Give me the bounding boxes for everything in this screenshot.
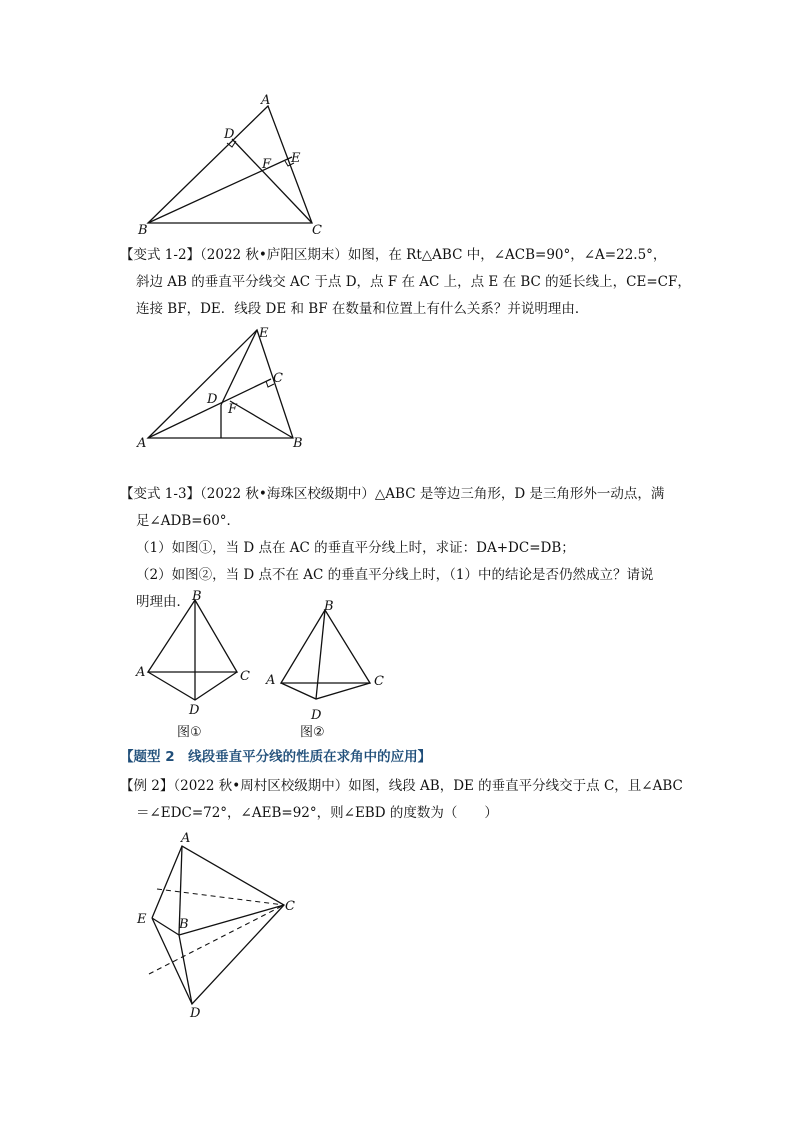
problem-1-3-line-5: 明理由．: [136, 594, 190, 610]
label-a: A: [137, 436, 147, 451]
fig1-label-b: B: [192, 589, 202, 604]
perp-bisector-ab: [157, 889, 284, 905]
fig1-segments-ad-dc: [148, 672, 237, 700]
segment-ac: [148, 379, 271, 438]
example-2-line-1: 【例 2】（2022 秋•周村区校级期中）如图，线段 AB，DE 的垂直平分线交于点 C，且∠ABC: [120, 778, 683, 794]
fig2-triangle-abc: [281, 610, 370, 683]
fig2-caption: 图②: [300, 725, 325, 740]
segment-bd: [179, 935, 192, 1004]
fig1-label-c: C: [240, 669, 250, 684]
example-2: [120, 773, 683, 827]
problem-1-3-line-1: 【变式 1-3】（2022 秋•海珠区校级期中）△ABC 是等边三角形，D 是三角形外一动点，满: [120, 486, 665, 502]
label-d: D: [190, 1006, 201, 1021]
label-b: B: [179, 917, 189, 932]
label-a: A: [181, 831, 191, 846]
example-2-line-2: ＝∠EDC=72°，∠AEB=92°，则∠EBD 的度数为（ ）: [136, 805, 498, 821]
label-a: A: [261, 93, 271, 108]
problem-1-2-line-1: 【变式 1-2】（2022 秋•庐阳区期末）如图，在 Rt△ABC 中，∠ACB=90°，∠A=22.5°，: [120, 247, 667, 263]
label-d: D: [224, 127, 235, 142]
figure-4: [132, 828, 312, 1028]
perp-bisector-de: [149, 905, 284, 974]
figure-4-svg: [132, 828, 312, 1028]
figure-2-svg: [135, 325, 315, 450]
label-e: E: [259, 326, 269, 341]
section-title: 【题型 2 线段垂直平分线的性质在求角中的应用】: [120, 749, 432, 765]
label-f: F: [262, 157, 272, 172]
label-d: D: [207, 392, 218, 407]
fig2-label-a: A: [266, 673, 276, 688]
problem-1-2-line-3: 连接 BF，DE．线段 DE 和 BF 在数量和位置上有什么关系？并说明理由．: [136, 301, 589, 317]
problem-1-2-line-2: 斜边 AB 的垂直平分线交 AC 于点 D，点 F 在 AC 上，点 E 在 BC 的延长线上，CE=CF，: [136, 274, 691, 290]
fig2-label-d: D: [311, 708, 322, 723]
problem-1-3-line-4: （2）如图②，当 D 点不在 AC 的垂直平分线上时，（1）中的结论是否仍然成立？请说: [136, 567, 654, 583]
label-e: E: [137, 912, 147, 927]
label-f: F: [228, 402, 238, 417]
label-b: B: [293, 436, 303, 451]
figure-1-svg: [130, 90, 330, 240]
figure-2: [135, 325, 315, 450]
label-b: B: [138, 223, 148, 238]
fig1-caption: 图①: [177, 725, 202, 740]
label-c: C: [285, 899, 295, 914]
fig2-segments-ad-dc: [281, 683, 370, 699]
label-c: C: [312, 223, 322, 238]
quadrilateral-eacd: [152, 846, 284, 1004]
label-c: C: [273, 371, 283, 386]
fig2-label-b: B: [324, 599, 334, 614]
problem-1-3-line-3: （1）如图①，当 D 点在 AC 的垂直平分线上时，求证：DA+DC=DB；: [136, 540, 575, 556]
fig1-triangle-abc: [148, 600, 237, 672]
problem-1-2: [120, 242, 691, 323]
problem-1-3-line-2: 足∠ADB=60°．: [136, 513, 241, 529]
figure-3: [130, 588, 400, 743]
figure-1: [130, 90, 330, 240]
label-e: E: [291, 151, 301, 166]
figure-3-svg: [130, 588, 400, 743]
segment-fb: [230, 401, 293, 438]
segment-bc: [179, 905, 284, 935]
fig1-label-a: A: [136, 665, 146, 680]
fig1-label-d: D: [189, 703, 200, 718]
fig2-label-c: C: [374, 674, 384, 689]
